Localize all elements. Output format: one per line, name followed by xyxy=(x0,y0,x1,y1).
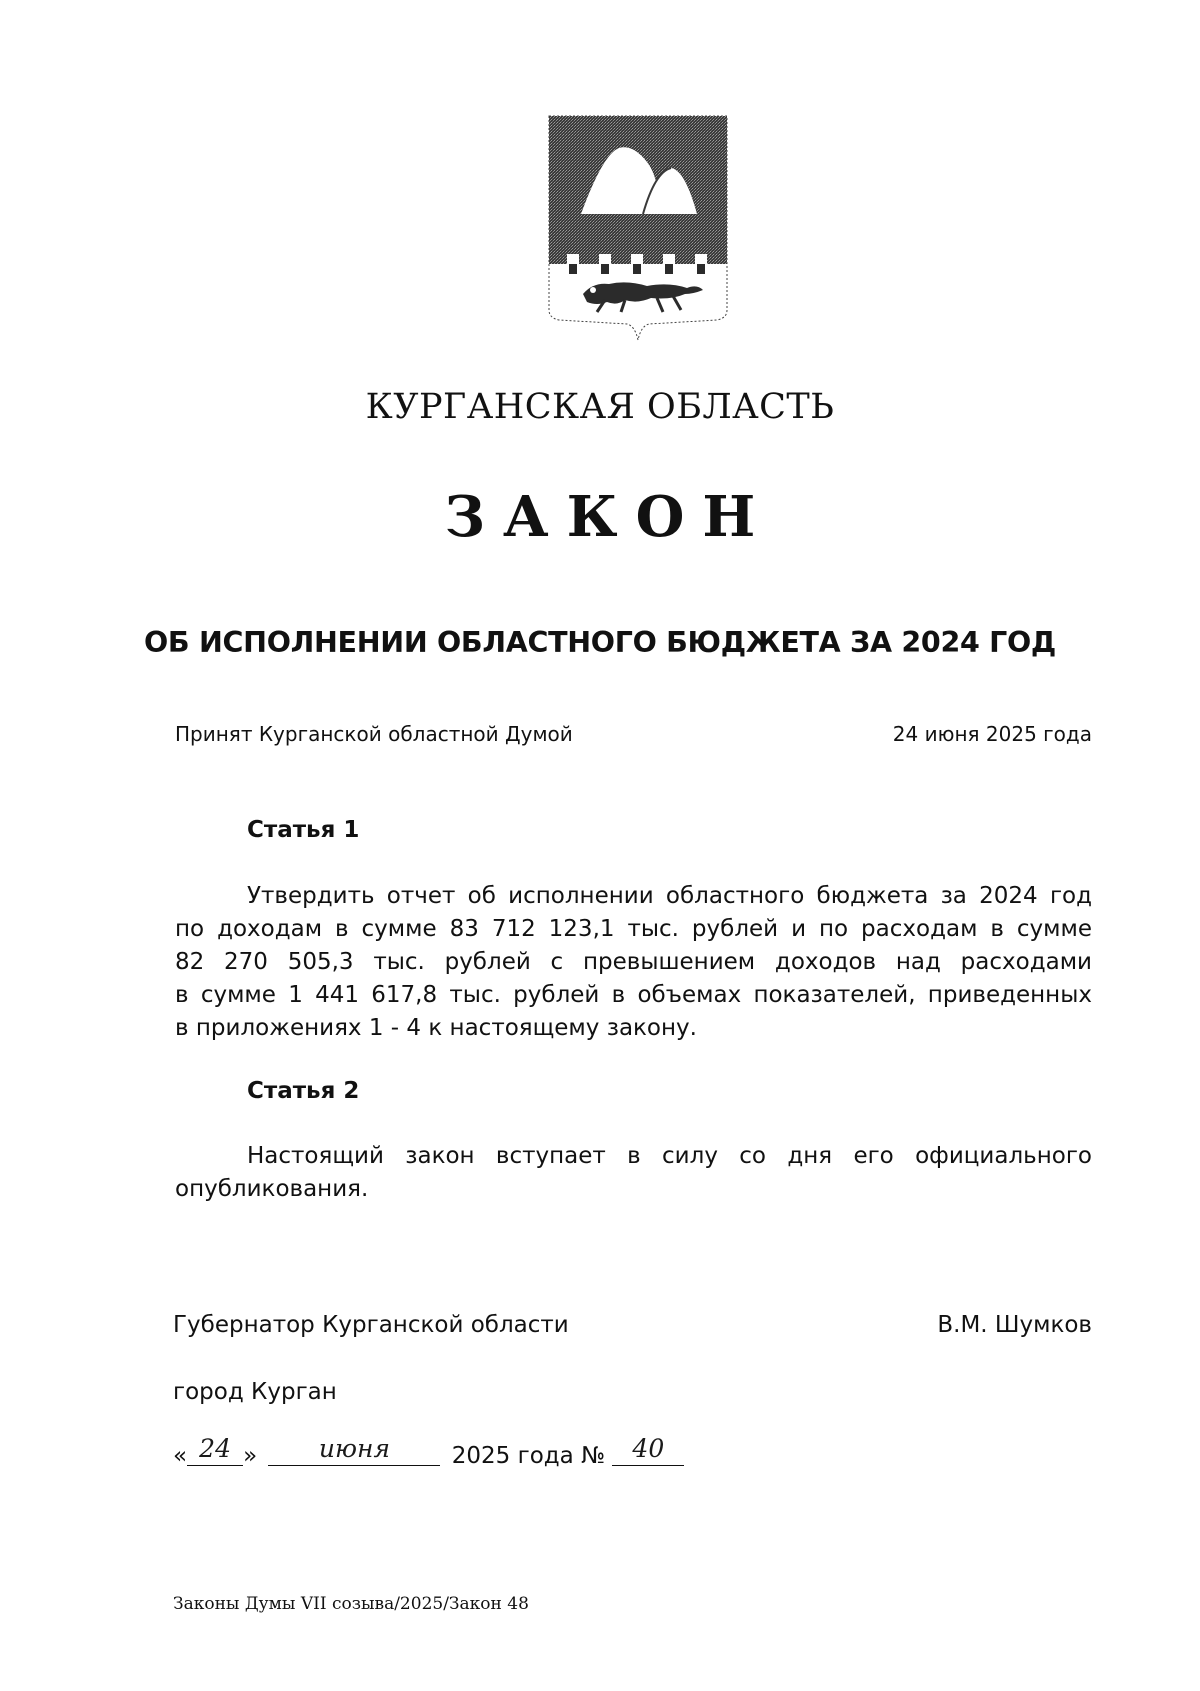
article-2-text xyxy=(175,1140,1092,1206)
article-1-line: в сумме 1 441 617,8 тыс. рублей в объемах показателей, приведенных xyxy=(175,982,1092,1008)
article-1-heading: Статья 1 xyxy=(247,817,360,843)
coat-of-arms-icon xyxy=(547,114,729,348)
handwritten-day: 24 xyxy=(199,1434,231,1463)
article-1-line: Утвердить отчет об исполнении областного бюджета за 2024 год xyxy=(247,883,1092,909)
article-2-line: опубликования. xyxy=(175,1176,369,1202)
footer-file-reference: Законы Думы VII созыва/2025/Закон 48 xyxy=(173,1594,529,1614)
document-type-title: ЗАКОН xyxy=(444,484,774,550)
close-quote: » xyxy=(243,1443,258,1469)
adopted-by-text: Принят Курганской областной Думой xyxy=(175,722,573,746)
handwritten-number: 40 xyxy=(632,1434,665,1463)
handwritten-month: июня xyxy=(318,1434,391,1463)
number-field xyxy=(612,1434,684,1466)
article-1-line: 82 270 505,3 тыс. рублей с превышением доходов над расходами xyxy=(175,949,1092,975)
article-1-line: в приложениях 1 - 4 к настоящему закону. xyxy=(175,1015,697,1041)
open-quote: « xyxy=(173,1443,188,1469)
day-field xyxy=(187,1434,243,1466)
article-1-line: по доходам в сумме 83 712 123,1 тыс. рублей и по расходам в сумме xyxy=(175,916,1092,942)
year-and-number-label: 2025 года № xyxy=(451,1443,606,1469)
region-title: КУРГАНСКАЯ ОБЛАСТЬ xyxy=(365,387,835,427)
article-2-line: Настоящий закон вступает в силу со дня его официального xyxy=(247,1143,1092,1169)
signatory-title: Губернатор Курганской области xyxy=(173,1312,569,1338)
signing-date-number-line xyxy=(173,1434,684,1472)
article-1-text xyxy=(175,880,1092,1045)
city-of-signing: город Курган xyxy=(173,1379,337,1405)
signatory-name: В.М. Шумков xyxy=(937,1312,1092,1338)
adoption-date: 24 июня 2025 года xyxy=(892,722,1092,746)
article-2-heading: Статья 2 xyxy=(247,1078,360,1104)
month-field xyxy=(268,1434,440,1466)
law-subject-title: ОБ ИСПОЛНЕНИИ ОБЛАСТНОГО БЮДЖЕТА ЗА 2024 ГОД xyxy=(144,626,1056,659)
